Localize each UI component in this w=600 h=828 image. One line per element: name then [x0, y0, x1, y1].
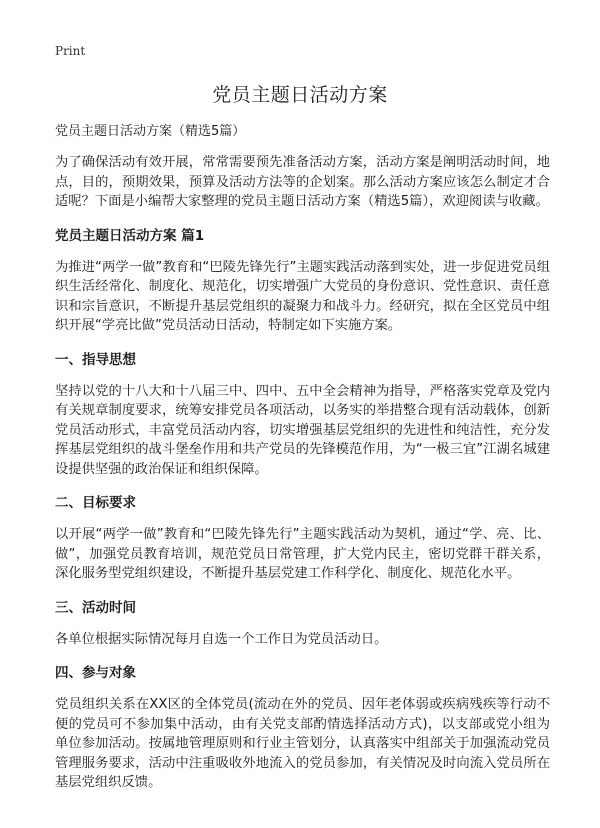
document-body	[55, 122, 550, 793]
page-title: 党员主题日活动方案	[212, 84, 388, 106]
section-body-goals: 以开展“两学一做”教育和“巴陵先锋先行”主题实践活动为契机，通过“学、亮、比、做”，加强党员教育培训，规范党员日常管理，扩大党内民主，密切党群干群关系，深化服务型党组织建设，不断提升基层党建工作科学化、制度化、规范化水平。	[55, 527, 550, 581]
section-heading-guiding-ideology: 一、指导思想	[55, 351, 136, 368]
print-link[interactable]: Print	[55, 44, 86, 58]
section-body-participants: 党员组织关系在XX区的全体党员(流动在外的党员、因年老体弱或疾病残疾等行动不便的党员可不参加集中活动，由有关党支部酌情选择活动方式)，以支部或党小组为单位参加活动。按属地管理原则和行业主管划分，认真落实中组部关于加强流动党员管理服务要求，活动中注重吸收外地流入的党员参加，有关情况及时向流入党员所在基层党组织反馈。	[55, 697, 550, 790]
section-heading-activity-time: 三、活动时间	[55, 599, 136, 616]
section-body-guiding-ideology: 坚持以党的十八大和十八届三中、四中、五中全会精神为指导，严格落实党章及党内有关规章制度要求，统筹安排党员各项活动，以务实的举措整合现有活动载体，创新党员活动形式，丰富党员活动内容，切实增强基层党组织的先进性和纯洁性，充分发挥基层党组织的战斗堡垒作用和共产党员的先锋模范作用，为“一极三宜”江湖名城建设提供坚强的政治保证和组织保障。	[55, 383, 550, 477]
article-intro-paragraph: 为推进“两学一做”教育和“巴陵先锋先行”主题实践活动落到实处，进一步促进党员组织生活经常化、制度化、规范化，切实增强广大党员的身份意识、党性意识、责任意识和宗旨意识，不断提升基层党组织的凝聚力和战斗力。经研究，拟在全区党员中组织开展“学亮比做”党员活动日活动，特制定如下实施方案。	[55, 259, 550, 333]
section-body-activity-time: 各单位根据实际情况每月自选一个工作日为党员活动日。	[55, 631, 388, 647]
section-heading-goals: 二、目标要求	[55, 495, 136, 511]
document-subtitle: 党员主题日活动方案（精选5篇）	[55, 124, 246, 139]
intro-paragraph: 为了确保活动有效开展，常常需要预先准备活动方案，活动方案是阐明活动时间，地点，目的，预期效果，预算及活动方法等的企划案。那么活动方案应该怎么制定才合适呢？下面是小编帮大家整理的党员主题日活动方案（精选5篇），欢迎阅读与收藏。	[55, 155, 550, 209]
article-heading: 党员主题日活动方案 篇1	[55, 227, 205, 244]
section-heading-participants: 四、参与对象	[55, 665, 136, 681]
